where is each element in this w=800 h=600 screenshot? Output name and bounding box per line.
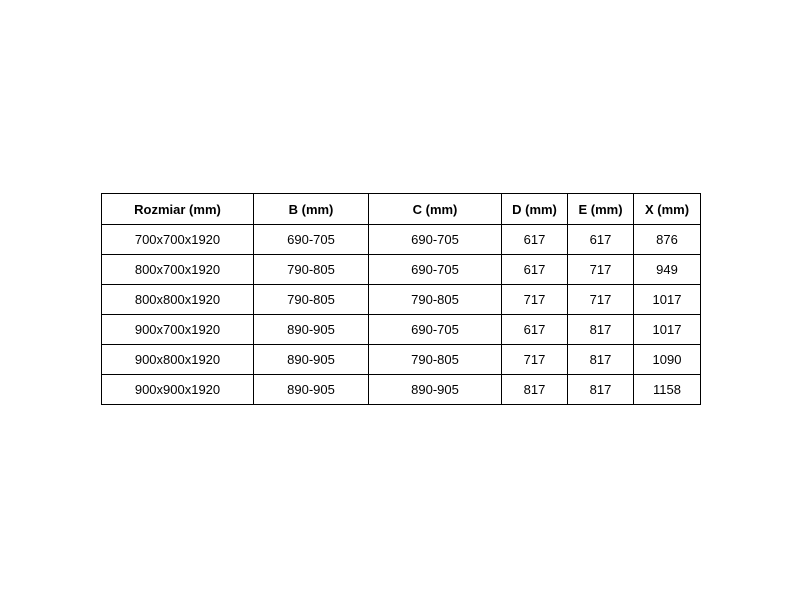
cell-rozmiar: 900x800x1920 [102,345,254,375]
table-row [102,375,701,405]
cell-x: 949 [634,255,701,285]
cell-x: 1090 [634,345,701,375]
header-x: X (mm) [634,194,701,225]
cell-x: 1158 [634,375,701,405]
cell-d: 617 [502,315,568,345]
cell-x: 1017 [634,285,701,315]
header-b: B (mm) [254,194,369,225]
table-row [102,255,701,285]
cell-d: 617 [502,255,568,285]
cell-e: 717 [568,255,634,285]
table-header-row [102,194,701,225]
header-d: D (mm) [502,194,568,225]
header-e: E (mm) [568,194,634,225]
header-c: C (mm) [369,194,502,225]
cell-e: 817 [568,375,634,405]
cell-b: 890-905 [254,345,369,375]
cell-b: 690-705 [254,225,369,255]
cell-c: 690-705 [369,225,502,255]
cell-c: 790-805 [369,285,502,315]
dimensions-table [101,193,701,405]
cell-c: 790-805 [369,345,502,375]
cell-rozmiar: 800x800x1920 [102,285,254,315]
cell-x: 1017 [634,315,701,345]
cell-d: 717 [502,345,568,375]
table-row [102,315,701,345]
cell-c: 690-705 [369,255,502,285]
cell-rozmiar: 900x900x1920 [102,375,254,405]
cell-d: 717 [502,285,568,315]
cell-d: 617 [502,225,568,255]
header-rozmiar: Rozmiar (mm) [102,194,254,225]
table-row [102,285,701,315]
table-row [102,345,701,375]
cell-e: 817 [568,315,634,345]
cell-rozmiar: 800x700x1920 [102,255,254,285]
cell-c: 690-705 [369,315,502,345]
cell-e: 817 [568,345,634,375]
cell-b: 790-805 [254,255,369,285]
table-row [102,225,701,255]
cell-d: 817 [502,375,568,405]
cell-b: 890-905 [254,375,369,405]
cell-b: 790-805 [254,285,369,315]
cell-x: 876 [634,225,701,255]
cell-c: 890-905 [369,375,502,405]
cell-e: 617 [568,225,634,255]
cell-rozmiar: 900x700x1920 [102,315,254,345]
cell-rozmiar: 700x700x1920 [102,225,254,255]
cell-e: 717 [568,285,634,315]
cell-b: 890-905 [254,315,369,345]
